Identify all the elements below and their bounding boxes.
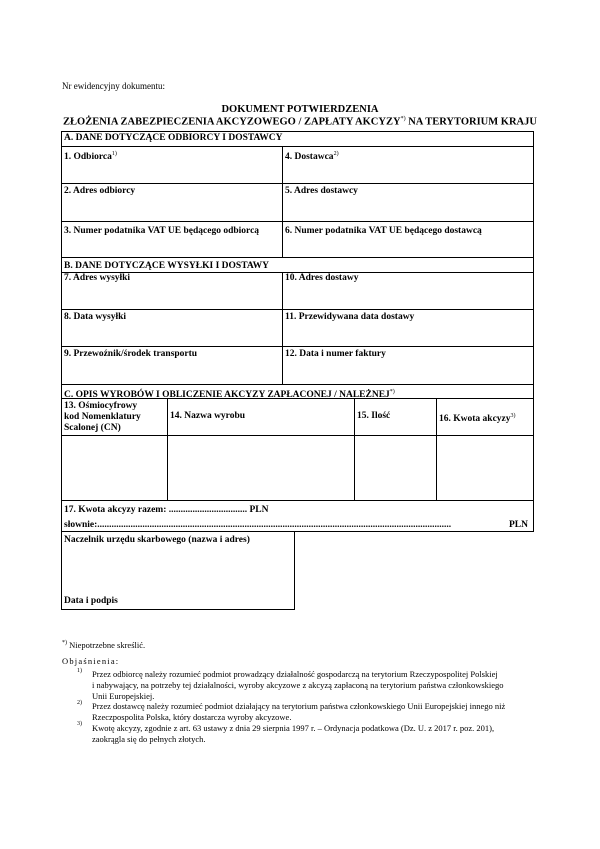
- footnote-not-applicable: *) Niepotrzebne skreślić.: [62, 639, 146, 650]
- cell-cn-code[interactable]: [62, 436, 167, 500]
- explanations-heading: Objaśnienia:: [62, 656, 120, 666]
- divider: [61, 384, 534, 385]
- column-cn-code: 13. Ośmiocyfrowy kod Nomenklatury Scalonej (CN): [64, 401, 141, 433]
- cell-product-name[interactable]: [168, 436, 354, 500]
- cell-excise-amount[interactable]: [437, 436, 533, 500]
- field-expected-delivery-date[interactable]: 11. Przewidywana data dostawy: [285, 312, 415, 322]
- section-c-title: C. OPIS WYROBÓW I OBLICZENIE AKCYZY ZAPŁACONEJ / NALEŻNEJ*): [64, 389, 395, 401]
- tax-office-label: Naczelnik urzędu skarbowego (nazwa i adres): [64, 535, 250, 545]
- field-recipient-address[interactable]: 2. Adres odbiorcy: [64, 186, 136, 196]
- column-excise-amount: 16. Kwota akcyzy$^{3)}$: [439, 413, 516, 425]
- divider: [61, 346, 534, 347]
- field-recipient[interactable]: 1. Odbiorca$^{1)}$: [64, 151, 117, 163]
- column-product-name: 14. Nazwa wyrobu: [170, 411, 246, 421]
- field-supplier-address[interactable]: 5. Adres dostawcy: [285, 186, 358, 196]
- footnote-number: 3): [77, 721, 82, 727]
- divider: [61, 221, 534, 222]
- date-and-signature-label: Data i podpis: [64, 596, 118, 606]
- section-b-title: B. DANE DOTYCZĄCE WYSYŁKI I DOSTAWY: [64, 261, 269, 271]
- divider: [282, 272, 283, 384]
- field-recipient-vat[interactable]: 3. Numer podatnika VAT UE będącego odbiorcą: [64, 226, 260, 236]
- cell-quantity[interactable]: [355, 436, 436, 500]
- field-invoice-date-number[interactable]: 12. Data i numer faktury: [285, 349, 386, 359]
- divider: [282, 146, 283, 257]
- document-number-label: Nr ewidencyjny dokumentu:: [62, 81, 165, 91]
- field-total-in-words[interactable]: słownie:.....................................................................................................................................................: [64, 520, 452, 530]
- footnote-recipient: Przez odbiorcę należy rozumieć podmiot prowadzący działalność gospodarczą na terytorium Rzeczypospolitej Polskiej i nabywający, na potrzeby tej działalności, wyroby akcyzowe z akcyzą zapłaconą na terytorium państwa członkowskiego Unii Europejskiej.: [92, 669, 504, 701]
- field-total-excise[interactable]: 17. Kwota akcyzy razem: ................................. PLN: [64, 505, 269, 515]
- footnote-supplier: Przez dostawcę należy rozumieć podmiot działający na terytorium państwa członkowskiego Unii Europejskiej innego niż Rzeczpospolita Polska, który dostarcza wyroby akcyzowe.: [92, 701, 506, 722]
- divider: [61, 146, 534, 147]
- currency-label: PLN: [509, 520, 528, 530]
- document-title-line1: DOKUMENT POTWIERDZENIA: [221, 104, 379, 115]
- field-carrier[interactable]: 9. Przewoźnik/środek transportu: [64, 349, 198, 359]
- column-quantity: 15. Ilość: [357, 411, 391, 421]
- document-title-line2: ZŁOŻENIA ZABEZPIECZENIA AKCYZOWEGO / ZAPŁATY AKCYZY*) NA TERYTORIUM KRAJU: [63, 116, 537, 128]
- divider: [61, 309, 534, 310]
- field-delivery-address[interactable]: 10. Adres dostawy: [285, 273, 359, 283]
- section-a-title: A. DANE DOTYCZĄCE ODBIORCY I DOSTAWCY: [64, 133, 283, 143]
- divider: [61, 183, 534, 184]
- field-supplier-vat[interactable]: 6. Numer podatnika VAT UE będącego dostawcą: [285, 226, 482, 236]
- footnote-number: 2): [77, 700, 82, 706]
- footnote-excise-rounding: Kwotę akcyzy, zgodnie z art. 63 ustawy z dnia 29 sierpnia 1997 r. – Ordynacja podatkowa (Dz. U. z 2017 r. poz. 201), zaokrągla się do pełnych złotych.: [92, 723, 495, 744]
- divider: [61, 257, 534, 258]
- footnote-number: 1): [77, 668, 82, 674]
- divider: [61, 398, 534, 399]
- field-shipping-address[interactable]: 7. Adres wysyłki: [64, 273, 131, 283]
- divider: [61, 500, 534, 501]
- field-shipping-date[interactable]: 8. Data wysyłki: [64, 312, 127, 322]
- field-supplier[interactable]: 4. Dostawca$^{2)}$: [285, 151, 339, 163]
